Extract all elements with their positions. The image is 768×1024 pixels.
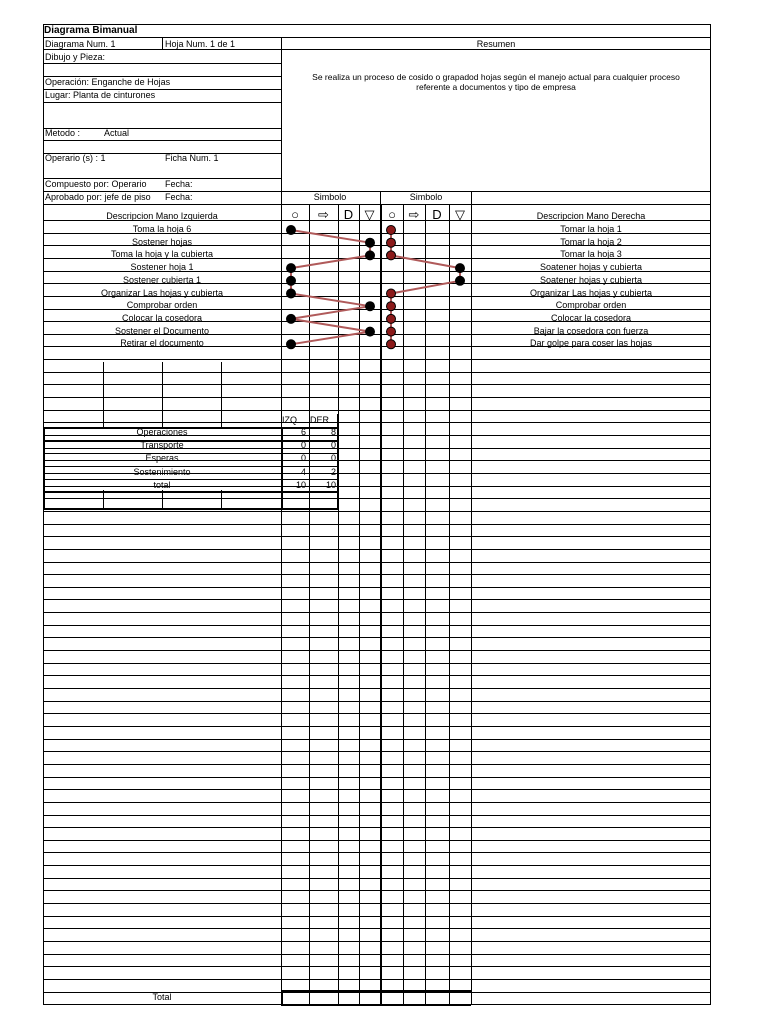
- left-hand-step-dot: [366, 238, 375, 247]
- symbol-glyph-left: ▽: [364, 207, 375, 222]
- totals-der-value: 0: [330, 453, 336, 464]
- right-hand-step-dot: [456, 264, 465, 273]
- right-step-text: Comprobar orden: [555, 300, 627, 311]
- operator-field: Operario (s) : 1: [45, 153, 106, 163]
- symbol-glyph-left: ○: [291, 207, 299, 222]
- connector-line: [291, 319, 370, 332]
- symbol-glyph-right: D: [432, 207, 442, 222]
- right-step-text: Organizar Las hojas y cubierta: [529, 287, 653, 298]
- left-step-text: Sostener hoja 1: [130, 262, 194, 273]
- summary-text-line1: Se realiza un proceso de cosido o grapadod hojas según el manejo actual para cualquier proceso: [312, 72, 680, 82]
- right-step-text: Dar golpe para coser las hojas: [529, 338, 653, 349]
- totals-der-value: 0: [330, 440, 336, 451]
- right-hand-step-dot: [387, 327, 396, 336]
- totals-row-label: Esperas: [145, 453, 179, 464]
- left-hand-step-dot: [366, 251, 375, 260]
- composed-by-field: Compuesto por: Operario: [45, 179, 147, 189]
- totals-der-value: 8: [330, 427, 336, 437]
- symbol-label-right: Simbolo: [409, 192, 443, 202]
- left-step-text: Sostener cubierta 1: [122, 274, 202, 285]
- totals-der-value: 2: [330, 466, 336, 477]
- right-hand-step-dot: [387, 314, 396, 323]
- right-step-text: Tomar la hoja 3: [560, 249, 622, 260]
- left-hand-step-dot: [287, 264, 296, 273]
- approved-date-field: Fecha:: [165, 192, 193, 202]
- izq-label: IZQ.: [282, 415, 300, 425]
- right-step-text: Tomar la hoja 1: [560, 224, 622, 234]
- place-field: Lugar: Planta de cinturones: [45, 90, 156, 100]
- ficha-field: Ficha Num. 1: [165, 153, 219, 163]
- left-hand-step-dot: [287, 314, 296, 323]
- right-hand-heading: Descripcion Mano Derecha: [536, 211, 646, 221]
- right-step-text: Soatener hojas y cubierta: [539, 262, 643, 273]
- connector-line: [391, 281, 460, 294]
- right-step-text: Soatener hojas y cubierta: [539, 274, 643, 285]
- method-value: Actual: [104, 128, 130, 138]
- method-label: Metodo :: [45, 128, 81, 138]
- left-step-text: Colocar la cosedora: [121, 312, 203, 323]
- left-step-text: Toma la hoja 6: [132, 224, 192, 234]
- der-label: DER.: [310, 415, 332, 425]
- right-hand-step-dot: [387, 226, 396, 235]
- symbol-glyph-right: ▽: [455, 207, 465, 222]
- left-hand-step-dot: [287, 289, 296, 298]
- approved-by-field: Aprobado por: jefe de piso: [45, 192, 151, 202]
- totals-row-label: total: [153, 479, 171, 490]
- totals-izq-value: 10: [295, 479, 306, 490]
- totals-izq-value: 0: [300, 440, 306, 451]
- totals-der-value: 10: [325, 479, 336, 490]
- symbol-glyph-right: ○: [388, 207, 396, 222]
- left-hand-step-dot: [287, 276, 296, 285]
- symbol-glyph-right: ⇨: [408, 207, 420, 222]
- right-step-text: Tomar la hoja 2: [560, 236, 622, 247]
- footer-total-label: Total: [152, 992, 172, 1002]
- left-hand-step-dot: [366, 302, 375, 311]
- symbol-glyph-left: D: [343, 207, 354, 222]
- right-hand-step-dot: [387, 289, 396, 298]
- sheet-number: Hoja Num. 1 de 1: [165, 39, 236, 49]
- document-title: Diagrama Bimanual: [44, 25, 138, 36]
- connector-line: [291, 332, 370, 345]
- left-hand-step-dot: [366, 327, 375, 336]
- right-hand-step-dot: [387, 340, 396, 349]
- left-hand-step-dot: [287, 340, 296, 349]
- left-hand-step-dot: [287, 226, 296, 235]
- right-hand-step-dot: [387, 238, 396, 247]
- left-step-text: Toma la hoja y la cubierta: [110, 249, 214, 260]
- left-step-text: Sostener el Documento: [114, 325, 210, 336]
- connector-line: [391, 255, 460, 268]
- connector-line: [291, 294, 370, 307]
- composed-date-field: Fecha:: [165, 179, 193, 189]
- totals-izq-value: 6: [300, 427, 306, 437]
- left-hand-heading: Descripcion Mano Izquierda: [106, 211, 218, 221]
- left-step-text: Organizar Las hojas y cubierta: [100, 287, 224, 298]
- totals-row-label: Sostenimiento: [133, 466, 191, 477]
- totals-row-label: Transporte: [140, 440, 184, 451]
- symbol-label-left: Simbolo: [313, 192, 347, 202]
- connector-line: [291, 306, 370, 319]
- summary-text-line2: referente a documentos y tipo de empresa: [416, 82, 576, 91]
- right-step-text: Bajar la cosedora con fuerza: [533, 325, 649, 336]
- left-step-text: Retirar el documento: [120, 338, 204, 349]
- connector-line: [291, 230, 370, 243]
- drawing-piece-label: Dibujo y Pieza:: [45, 52, 106, 62]
- diagram-number: Diagrama Num. 1: [45, 39, 116, 49]
- right-hand-step-dot: [456, 276, 465, 285]
- left-step-text: Comprobar orden: [126, 300, 198, 311]
- totals-row-label: Operaciones: [136, 427, 188, 437]
- right-hand-step-dot: [387, 302, 396, 311]
- operation-field: Operación: Enganche de Hojas: [45, 77, 171, 87]
- right-hand-step-dot: [387, 251, 396, 260]
- left-step-text: Sostener hojas: [131, 236, 193, 247]
- symbol-glyph-left: ⇨: [318, 207, 329, 222]
- summary-heading: Resumen: [476, 39, 516, 49]
- right-step-text: Colocar la cosedora: [550, 312, 632, 323]
- totals-izq-value: 0: [300, 453, 306, 464]
- connector-line: [291, 255, 370, 268]
- totals-izq-value: 4: [300, 466, 306, 477]
